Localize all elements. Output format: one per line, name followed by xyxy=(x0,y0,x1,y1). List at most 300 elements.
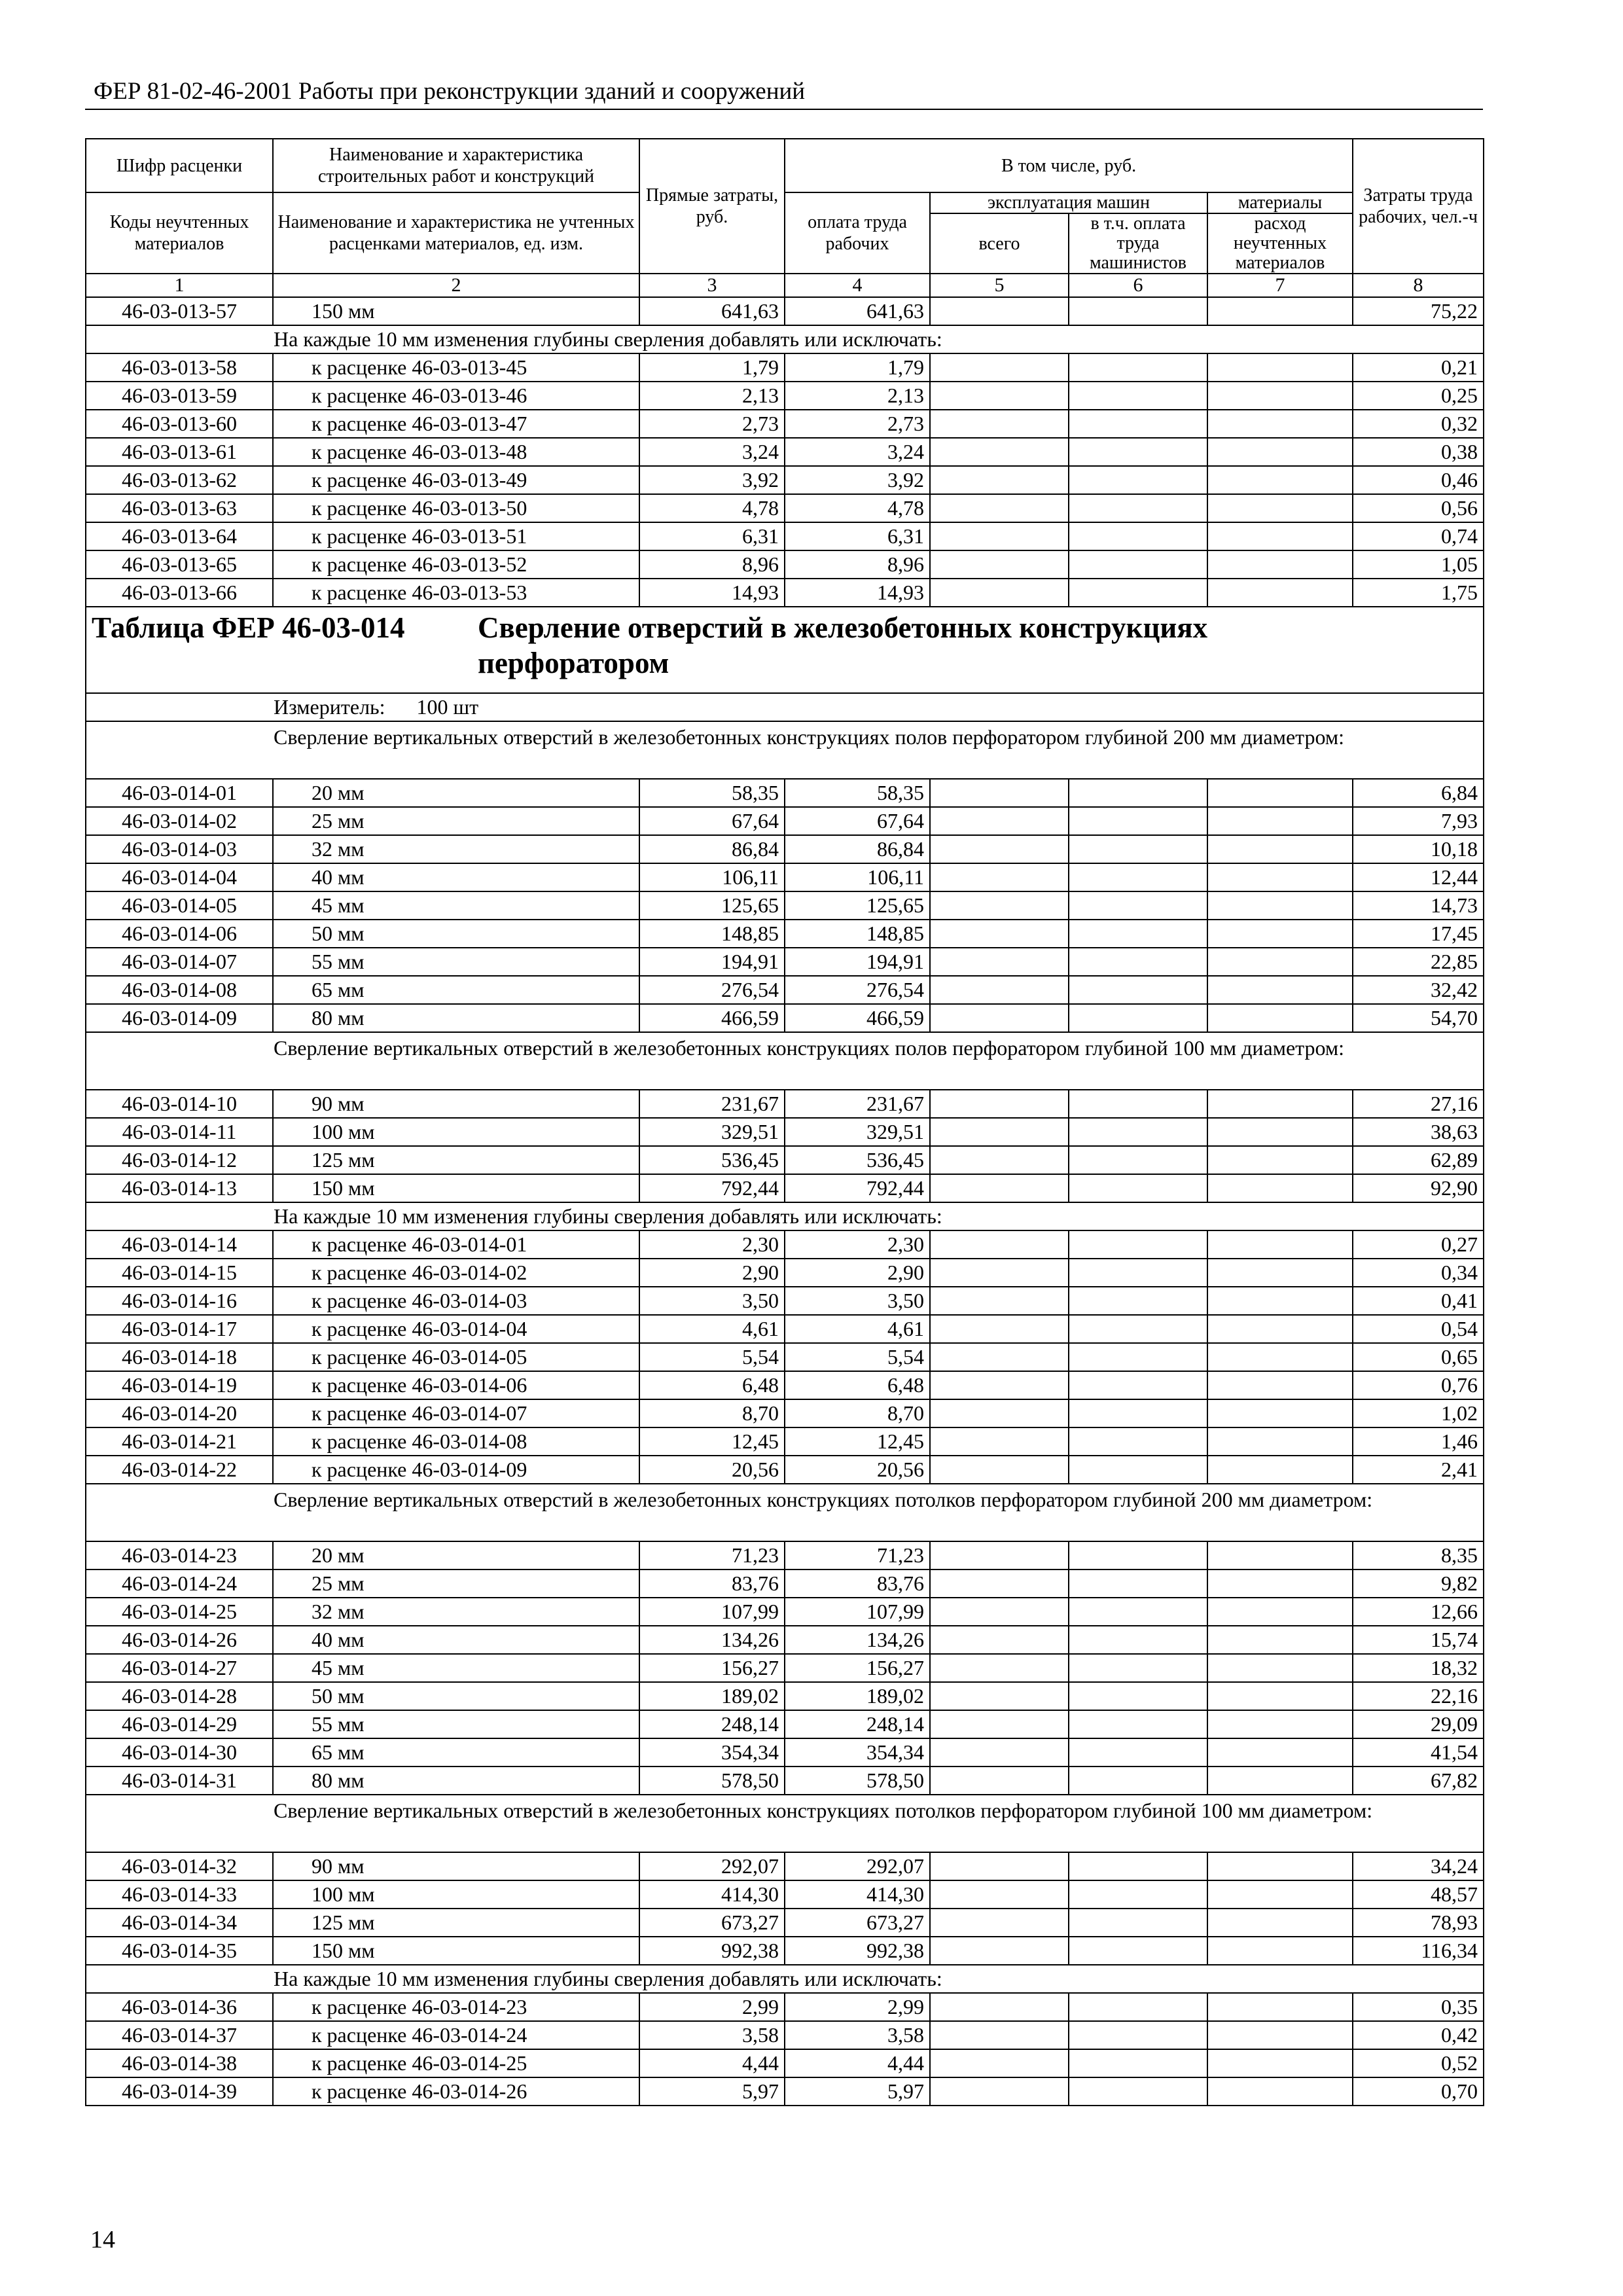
machinists-pay xyxy=(1069,466,1207,494)
machines-total xyxy=(930,1541,1069,1570)
rate-code: 46-03-014-33 xyxy=(86,1880,273,1909)
table-row xyxy=(86,1090,1484,1118)
direct-costs: 12,45 xyxy=(639,1427,785,1456)
direct-costs: 86,84 xyxy=(639,835,785,863)
direct-costs: 792,44 xyxy=(639,1174,785,1202)
rate-name: 45 мм xyxy=(273,1654,639,1682)
workers-pay: 14,93 xyxy=(785,579,930,607)
machinists-pay xyxy=(1069,1937,1207,1965)
materials-consumption xyxy=(1207,920,1353,948)
rate-name: 100 мм xyxy=(273,1880,639,1909)
header-including: В том числе, руб. xyxy=(785,139,1353,192)
workers-pay: 12,45 xyxy=(785,1427,930,1456)
direct-costs: 231,67 xyxy=(639,1090,785,1118)
header-materials xyxy=(1207,192,1353,274)
workers-pay: 71,23 xyxy=(785,1541,930,1570)
rate-name: 50 мм xyxy=(273,1682,639,1710)
machines-total xyxy=(930,579,1069,607)
rate-code: 46-03-013-57 xyxy=(86,297,273,325)
direct-costs: 2,13 xyxy=(639,382,785,410)
materials-consumption xyxy=(1207,1456,1353,1484)
direct-costs: 641,63 xyxy=(639,297,785,325)
machines-total xyxy=(930,1371,1069,1399)
direct-costs: 3,50 xyxy=(639,1287,785,1315)
direct-costs: 71,23 xyxy=(639,1541,785,1570)
section-description: Сверление вертикальных отверстий в железобетонных конструкциях полов перфоратором глубиной 200 мм диаметром: xyxy=(86,721,1484,779)
machines-total xyxy=(930,1259,1069,1287)
workers-pay: 536,45 xyxy=(785,1146,930,1174)
direct-costs: 2,99 xyxy=(639,1993,785,2021)
header-machines-total: всего xyxy=(931,214,1069,273)
rate-code: 46-03-013-62 xyxy=(86,466,273,494)
workers-pay: 673,27 xyxy=(785,1909,930,1937)
machinists-pay xyxy=(1069,1118,1207,1146)
materials-consumption xyxy=(1207,522,1353,550)
rate-name: 20 мм xyxy=(273,1541,639,1570)
machines-total xyxy=(930,1909,1069,1937)
materials-consumption xyxy=(1207,1570,1353,1598)
machines-total xyxy=(930,1738,1069,1767)
machinists-pay xyxy=(1069,297,1207,325)
workers-pay: 2,99 xyxy=(785,1993,930,2021)
table-row xyxy=(86,1937,1484,1965)
workers-pay: 20,56 xyxy=(785,1456,930,1484)
direct-costs: 329,51 xyxy=(639,1118,785,1146)
machinists-pay xyxy=(1069,1343,1207,1371)
header-name: Наименование и характеристика строительных работ и конструкций xyxy=(273,139,639,192)
workers-pay: 1,79 xyxy=(785,353,930,382)
machinists-pay xyxy=(1069,1654,1207,1682)
table-row xyxy=(86,1230,1484,1259)
machinists-pay xyxy=(1069,1909,1207,1937)
rate-name: к расценке 46-03-014-03 xyxy=(273,1287,639,1315)
table-row xyxy=(86,494,1484,522)
rate-name: 150 мм xyxy=(273,1937,639,1965)
machines-total xyxy=(930,1004,1069,1032)
header-machines-label: эксплуатация машин xyxy=(931,193,1207,214)
table-row xyxy=(86,1710,1484,1738)
rate-code: 46-03-014-29 xyxy=(86,1710,273,1738)
machinists-pay xyxy=(1069,1174,1207,1202)
materials-consumption xyxy=(1207,1541,1353,1570)
direct-costs: 6,31 xyxy=(639,522,785,550)
rate-name: к расценке 46-03-014-25 xyxy=(273,2049,639,2077)
rate-code: 46-03-014-39 xyxy=(86,2077,273,2106)
labor-costs: 1,75 xyxy=(1353,579,1484,607)
table-row xyxy=(86,920,1484,948)
table-row xyxy=(86,1343,1484,1371)
table-row xyxy=(86,1570,1484,1598)
workers-pay: 2,90 xyxy=(785,1259,930,1287)
labor-costs: 67,82 xyxy=(1353,1767,1484,1795)
materials-consumption xyxy=(1207,1852,1353,1880)
materials-consumption xyxy=(1207,1259,1353,1287)
workers-pay: 4,61 xyxy=(785,1315,930,1343)
labor-costs: 0,27 xyxy=(1353,1230,1484,1259)
rate-name: 80 мм xyxy=(273,1004,639,1032)
machines-total xyxy=(930,410,1069,438)
table-row xyxy=(86,863,1484,891)
machinists-pay xyxy=(1069,807,1207,835)
rate-code: 46-03-013-60 xyxy=(86,410,273,438)
rate-code: 46-03-014-30 xyxy=(86,1738,273,1767)
materials-consumption xyxy=(1207,891,1353,920)
machines-total xyxy=(930,1230,1069,1259)
machinists-pay xyxy=(1069,1230,1207,1259)
machines-total xyxy=(930,835,1069,863)
direct-costs: 414,30 xyxy=(639,1880,785,1909)
rate-code: 46-03-014-25 xyxy=(86,1598,273,1626)
materials-consumption xyxy=(1207,466,1353,494)
machines-total xyxy=(930,1456,1069,1484)
rate-name: 100 мм xyxy=(273,1118,639,1146)
rate-code: 46-03-014-18 xyxy=(86,1343,273,1371)
rate-code: 46-03-013-66 xyxy=(86,579,273,607)
rate-code: 46-03-014-32 xyxy=(86,1852,273,1880)
table-row xyxy=(86,297,1484,325)
labor-costs: 0,46 xyxy=(1353,466,1484,494)
labor-costs: 38,63 xyxy=(1353,1118,1484,1146)
table-row xyxy=(86,1287,1484,1315)
rate-code: 46-03-014-15 xyxy=(86,1259,273,1287)
labor-costs: 62,89 xyxy=(1353,1146,1484,1174)
direct-costs: 156,27 xyxy=(639,1654,785,1682)
header-materials-consumption: расход неучтенных материалов xyxy=(1233,213,1327,273)
machinists-pay xyxy=(1069,1852,1207,1880)
labor-costs: 48,57 xyxy=(1353,1880,1484,1909)
machines-total xyxy=(930,438,1069,466)
rate-name: к расценке 46-03-013-53 xyxy=(273,579,639,607)
rate-code: 46-03-014-26 xyxy=(86,1626,273,1654)
col-index: 6 xyxy=(1069,274,1207,297)
workers-pay: 4,78 xyxy=(785,494,930,522)
header-direct-costs: Прямые затраты, руб. xyxy=(639,139,785,274)
labor-costs: 15,74 xyxy=(1353,1626,1484,1654)
workers-pay: 67,64 xyxy=(785,807,930,835)
workers-pay: 992,38 xyxy=(785,1937,930,1965)
workers-pay: 354,34 xyxy=(785,1738,930,1767)
labor-costs: 0,25 xyxy=(1353,382,1484,410)
workers-pay: 3,58 xyxy=(785,2021,930,2049)
table-row xyxy=(86,1654,1484,1682)
depth-note: На каждые 10 мм изменения глубины сверления добавлять или исключать: xyxy=(86,1965,1484,1993)
workers-pay: 5,54 xyxy=(785,1343,930,1371)
materials-consumption xyxy=(1207,438,1353,466)
labor-costs: 0,65 xyxy=(1353,1343,1484,1371)
workers-pay: 466,59 xyxy=(785,1004,930,1032)
header-row-2 xyxy=(86,192,1484,274)
machinists-pay xyxy=(1069,1541,1207,1570)
machines-total xyxy=(930,2021,1069,2049)
machines-total xyxy=(930,550,1069,579)
table-row xyxy=(86,1598,1484,1626)
materials-consumption xyxy=(1207,1146,1353,1174)
rate-name: к расценке 46-03-014-09 xyxy=(273,1456,639,1484)
machines-total xyxy=(930,353,1069,382)
labor-costs: 0,35 xyxy=(1353,1993,1484,2021)
machines-total xyxy=(930,1174,1069,1202)
workers-pay: 276,54 xyxy=(785,976,930,1004)
section-description: Сверление вертикальных отверстий в железобетонных конструкциях потолков перфоратором глубиной 100 мм диаметром: xyxy=(86,1795,1484,1852)
labor-costs: 0,54 xyxy=(1353,1315,1484,1343)
workers-pay: 792,44 xyxy=(785,1174,930,1202)
machines-total xyxy=(930,466,1069,494)
materials-consumption xyxy=(1207,382,1353,410)
depth-note-row xyxy=(86,1202,1484,1230)
machinists-pay xyxy=(1069,1570,1207,1598)
materials-consumption xyxy=(1207,1682,1353,1710)
rate-name: к расценке 46-03-013-50 xyxy=(273,494,639,522)
materials-consumption xyxy=(1207,1909,1353,1937)
workers-pay: 107,99 xyxy=(785,1598,930,1626)
machines-total xyxy=(930,1598,1069,1626)
machinists-pay xyxy=(1069,976,1207,1004)
rate-code: 46-03-013-59 xyxy=(86,382,273,410)
direct-costs: 1,79 xyxy=(639,353,785,382)
machinists-pay xyxy=(1069,1993,1207,2021)
materials-consumption xyxy=(1207,1118,1353,1146)
workers-pay: 2,30 xyxy=(785,1230,930,1259)
direct-costs: 992,38 xyxy=(639,1937,785,1965)
rate-code: 46-03-014-20 xyxy=(86,1399,273,1427)
table-row xyxy=(86,1541,1484,1570)
workers-pay: 3,50 xyxy=(785,1287,930,1315)
unit-label: Измеритель: xyxy=(274,695,385,719)
section-description-row xyxy=(86,721,1484,779)
rate-name: к расценке 46-03-014-24 xyxy=(273,2021,639,2049)
workers-pay: 58,35 xyxy=(785,779,930,807)
rate-name: 40 мм xyxy=(273,1626,639,1654)
labor-costs: 78,93 xyxy=(1353,1909,1484,1937)
workers-pay: 86,84 xyxy=(785,835,930,863)
header-row-1 xyxy=(86,139,1484,192)
labor-costs: 116,34 xyxy=(1353,1937,1484,1965)
rate-code: 46-03-014-17 xyxy=(86,1315,273,1343)
rate-name: к расценке 46-03-014-06 xyxy=(273,1371,639,1399)
labor-costs: 12,44 xyxy=(1353,863,1484,891)
table-row xyxy=(86,1118,1484,1146)
table-row xyxy=(86,1371,1484,1399)
materials-consumption xyxy=(1207,1993,1353,2021)
labor-costs: 8,35 xyxy=(1353,1541,1484,1570)
workers-pay: 8,70 xyxy=(785,1399,930,1427)
table-row xyxy=(86,1427,1484,1456)
machinists-pay xyxy=(1069,2021,1207,2049)
table-row xyxy=(86,1399,1484,1427)
machines-total xyxy=(930,1654,1069,1682)
section-description-row xyxy=(86,1484,1484,1541)
labor-costs: 14,73 xyxy=(1353,891,1484,920)
rates-table xyxy=(85,138,1484,2106)
table-row xyxy=(86,976,1484,1004)
machinists-pay xyxy=(1069,1399,1207,1427)
machinists-pay xyxy=(1069,2049,1207,2077)
workers-pay: 2,73 xyxy=(785,410,930,438)
rate-code: 46-03-014-02 xyxy=(86,807,273,835)
table-row xyxy=(86,779,1484,807)
machinists-pay xyxy=(1069,948,1207,976)
labor-costs: 2,41 xyxy=(1353,1456,1484,1484)
workers-pay: 156,27 xyxy=(785,1654,930,1682)
machinists-pay xyxy=(1069,1626,1207,1654)
col-index: 1 xyxy=(86,274,273,297)
rate-name: к расценке 46-03-013-45 xyxy=(273,353,639,382)
machinists-pay xyxy=(1069,1146,1207,1174)
rate-code: 46-03-014-03 xyxy=(86,835,273,863)
materials-consumption xyxy=(1207,1427,1353,1456)
unit-row xyxy=(86,693,1484,721)
machinists-pay xyxy=(1069,1456,1207,1484)
running-header: ФЕР 81-02-46-2001 Работы при реконструкции зданий и сооружений xyxy=(94,78,806,105)
materials-consumption xyxy=(1207,550,1353,579)
machines-total xyxy=(930,779,1069,807)
rate-code: 46-03-014-34 xyxy=(86,1909,273,1937)
workers-pay: 231,67 xyxy=(785,1090,930,1118)
rate-code: 46-03-013-63 xyxy=(86,494,273,522)
table-row xyxy=(86,1004,1484,1032)
table-row xyxy=(86,466,1484,494)
rate-code: 46-03-014-07 xyxy=(86,948,273,976)
rate-code: 46-03-014-21 xyxy=(86,1427,273,1456)
direct-costs: 248,14 xyxy=(639,1710,785,1738)
rate-code: 46-03-014-31 xyxy=(86,1767,273,1795)
labor-costs: 1,46 xyxy=(1353,1427,1484,1456)
workers-pay: 4,44 xyxy=(785,2049,930,2077)
labor-costs: 0,34 xyxy=(1353,1259,1484,1287)
labor-costs: 0,41 xyxy=(1353,1287,1484,1315)
table-row xyxy=(86,353,1484,382)
labor-costs: 17,45 xyxy=(1353,920,1484,948)
rate-name: к расценке 46-03-014-26 xyxy=(273,2077,639,2106)
workers-pay: 6,48 xyxy=(785,1371,930,1399)
rate-code: 46-03-014-11 xyxy=(86,1118,273,1146)
machinists-pay xyxy=(1069,2077,1207,2106)
labor-costs: 34,24 xyxy=(1353,1852,1484,1880)
machines-total xyxy=(930,1287,1069,1315)
materials-consumption xyxy=(1207,976,1353,1004)
table-row xyxy=(86,2049,1484,2077)
labor-costs: 22,85 xyxy=(1353,948,1484,976)
machinists-pay xyxy=(1069,438,1207,466)
rate-code: 46-03-013-58 xyxy=(86,353,273,382)
header-index-row xyxy=(86,274,1484,297)
labor-costs: 54,70 xyxy=(1353,1004,1484,1032)
direct-costs: 4,78 xyxy=(639,494,785,522)
machinists-pay xyxy=(1069,835,1207,863)
machines-total xyxy=(930,494,1069,522)
labor-costs: 12,66 xyxy=(1353,1598,1484,1626)
rate-code: 46-03-014-36 xyxy=(86,1993,273,2021)
labor-costs: 7,93 xyxy=(1353,807,1484,835)
rate-code: 46-03-014-12 xyxy=(86,1146,273,1174)
machines-total xyxy=(930,920,1069,948)
machines-total xyxy=(930,1852,1069,1880)
materials-consumption xyxy=(1207,410,1353,438)
machines-total xyxy=(930,1880,1069,1909)
machinists-pay xyxy=(1069,1315,1207,1343)
materials-consumption xyxy=(1207,1230,1353,1259)
machinists-pay xyxy=(1069,410,1207,438)
direct-costs: 5,97 xyxy=(639,2077,785,2106)
workers-pay: 106,11 xyxy=(785,863,930,891)
depth-note-row xyxy=(86,1965,1484,1993)
direct-costs: 4,44 xyxy=(639,2049,785,2077)
rate-name: 45 мм xyxy=(273,891,639,920)
labor-costs: 0,21 xyxy=(1353,353,1484,382)
machinists-pay xyxy=(1069,1880,1207,1909)
table-row xyxy=(86,1682,1484,1710)
rate-code: 46-03-014-16 xyxy=(86,1287,273,1315)
direct-costs: 58,35 xyxy=(639,779,785,807)
header-labor: Затраты труда рабочих, чел.-ч xyxy=(1353,139,1484,274)
depth-note: На каждые 10 мм изменения глубины сверления добавлять или исключать: xyxy=(86,1202,1484,1230)
rate-code: 46-03-013-65 xyxy=(86,550,273,579)
rate-name: 65 мм xyxy=(273,1738,639,1767)
labor-costs: 9,82 xyxy=(1353,1570,1484,1598)
direct-costs: 4,61 xyxy=(639,1315,785,1343)
machines-total xyxy=(930,1682,1069,1710)
direct-costs: 3,92 xyxy=(639,466,785,494)
machinists-pay xyxy=(1069,779,1207,807)
rate-code: 46-03-014-38 xyxy=(86,2049,273,2077)
machines-total xyxy=(930,1343,1069,1371)
col-index: 4 xyxy=(785,274,930,297)
direct-costs: 3,58 xyxy=(639,2021,785,2049)
materials-consumption xyxy=(1207,1710,1353,1738)
header-machines xyxy=(930,192,1207,274)
materials-consumption xyxy=(1207,1654,1353,1682)
machinists-pay xyxy=(1069,920,1207,948)
direct-costs: 2,90 xyxy=(639,1259,785,1287)
table-row xyxy=(86,835,1484,863)
materials-consumption xyxy=(1207,1767,1353,1795)
rate-name: 20 мм xyxy=(273,779,639,807)
direct-costs: 2,30 xyxy=(639,1230,785,1259)
labor-costs: 0,76 xyxy=(1353,1371,1484,1399)
rate-name: 125 мм xyxy=(273,1909,639,1937)
section-description-row xyxy=(86,1032,1484,1090)
depth-note: На каждые 10 мм изменения глубины сверления добавлять или исключать: xyxy=(86,325,1484,353)
table-row xyxy=(86,1738,1484,1767)
machines-total xyxy=(930,807,1069,835)
materials-consumption xyxy=(1207,1626,1353,1654)
table-code: Таблица ФЕР 46-03-014 xyxy=(92,611,405,644)
rates-table-body xyxy=(86,139,1484,2106)
rate-name: 90 мм xyxy=(273,1852,639,1880)
rate-code: 46-03-014-14 xyxy=(86,1230,273,1259)
workers-pay: 194,91 xyxy=(785,948,930,976)
machines-total xyxy=(930,522,1069,550)
rate-name: 40 мм xyxy=(273,863,639,891)
workers-pay: 578,50 xyxy=(785,1767,930,1795)
header-materials-label: материалы xyxy=(1208,193,1352,214)
direct-costs: 148,85 xyxy=(639,920,785,948)
materials-consumption xyxy=(1207,494,1353,522)
rate-name: 150 мм xyxy=(273,1174,639,1202)
machines-total xyxy=(930,1993,1069,2021)
rate-name: 80 мм xyxy=(273,1767,639,1795)
rate-name: 125 мм xyxy=(273,1146,639,1174)
rate-name: к расценке 46-03-013-51 xyxy=(273,522,639,550)
rate-name: к расценке 46-03-014-08 xyxy=(273,1427,639,1456)
rate-name: к расценке 46-03-014-05 xyxy=(273,1343,639,1371)
rate-name: 55 мм xyxy=(273,948,639,976)
materials-consumption xyxy=(1207,948,1353,976)
machinists-pay xyxy=(1069,579,1207,607)
machinists-pay xyxy=(1069,1598,1207,1626)
rate-code: 46-03-014-24 xyxy=(86,1570,273,1598)
machinists-pay xyxy=(1069,494,1207,522)
